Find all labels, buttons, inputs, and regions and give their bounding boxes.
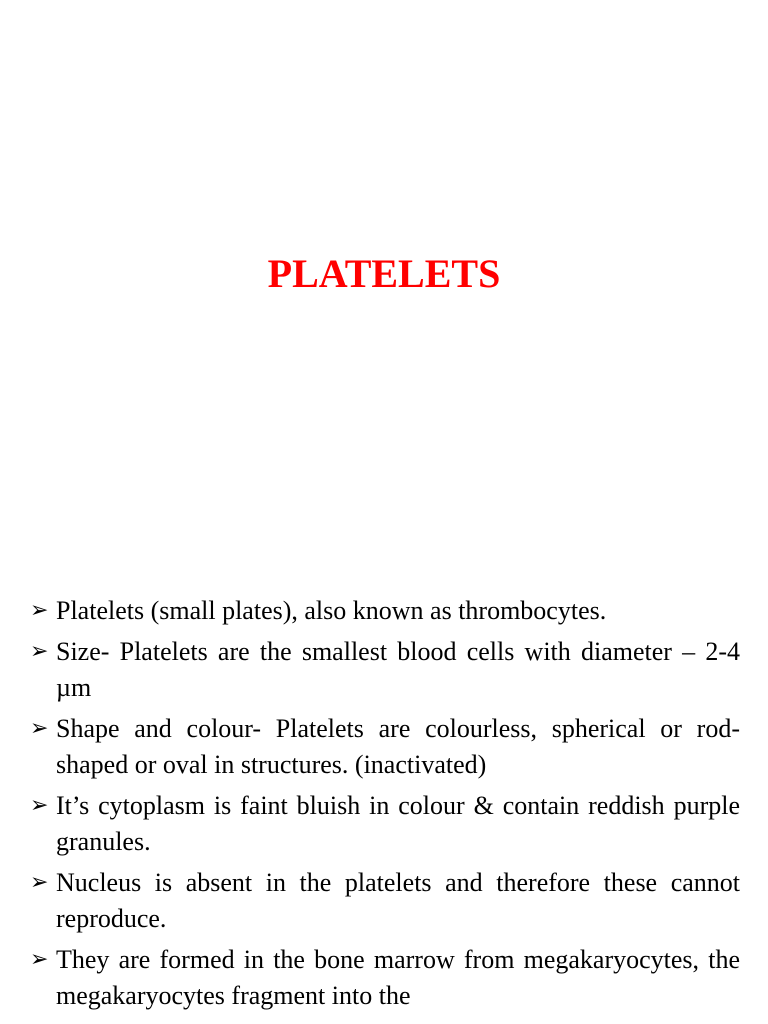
arrow-bullet-icon: ➢ xyxy=(30,870,49,895)
arrow-bullet-icon: ➢ xyxy=(30,947,49,972)
bullet-item xyxy=(30,711,740,783)
bullet-text: Platelets (small plates), also known as thrombocytes. xyxy=(56,596,607,625)
bullet-item xyxy=(30,634,740,706)
slide-title: PLATELETS xyxy=(267,251,501,296)
bullet-list xyxy=(30,593,740,1019)
bullet-text: Size- Platelets are the smallest blood cells with diameter – 2-4 µm xyxy=(56,637,740,702)
bullet-text: They are formed in the bone marrow from megakaryocytes, the megakaryocytes fragment into the xyxy=(56,945,740,1010)
arrow-bullet-icon: ➢ xyxy=(30,598,49,623)
bullet-text: It’s cytoplasm is faint bluish in colour & contain reddish purple granules. xyxy=(56,791,740,856)
bullet-text: Nucleus is absent in the platelets and therefore these cannot reproduce. xyxy=(56,868,740,933)
bullet-item xyxy=(30,865,740,937)
bullet-item xyxy=(30,593,740,629)
arrow-bullet-icon: ➢ xyxy=(30,793,49,818)
bullet-text: Shape and colour- Platelets are colourless, spherical or rod-shaped or oval in structures. (inactivated) xyxy=(56,714,740,779)
arrow-bullet-icon: ➢ xyxy=(30,716,49,741)
bullet-item xyxy=(30,942,740,1014)
bullet-item xyxy=(30,788,740,860)
arrow-bullet-icon: ➢ xyxy=(30,639,49,664)
